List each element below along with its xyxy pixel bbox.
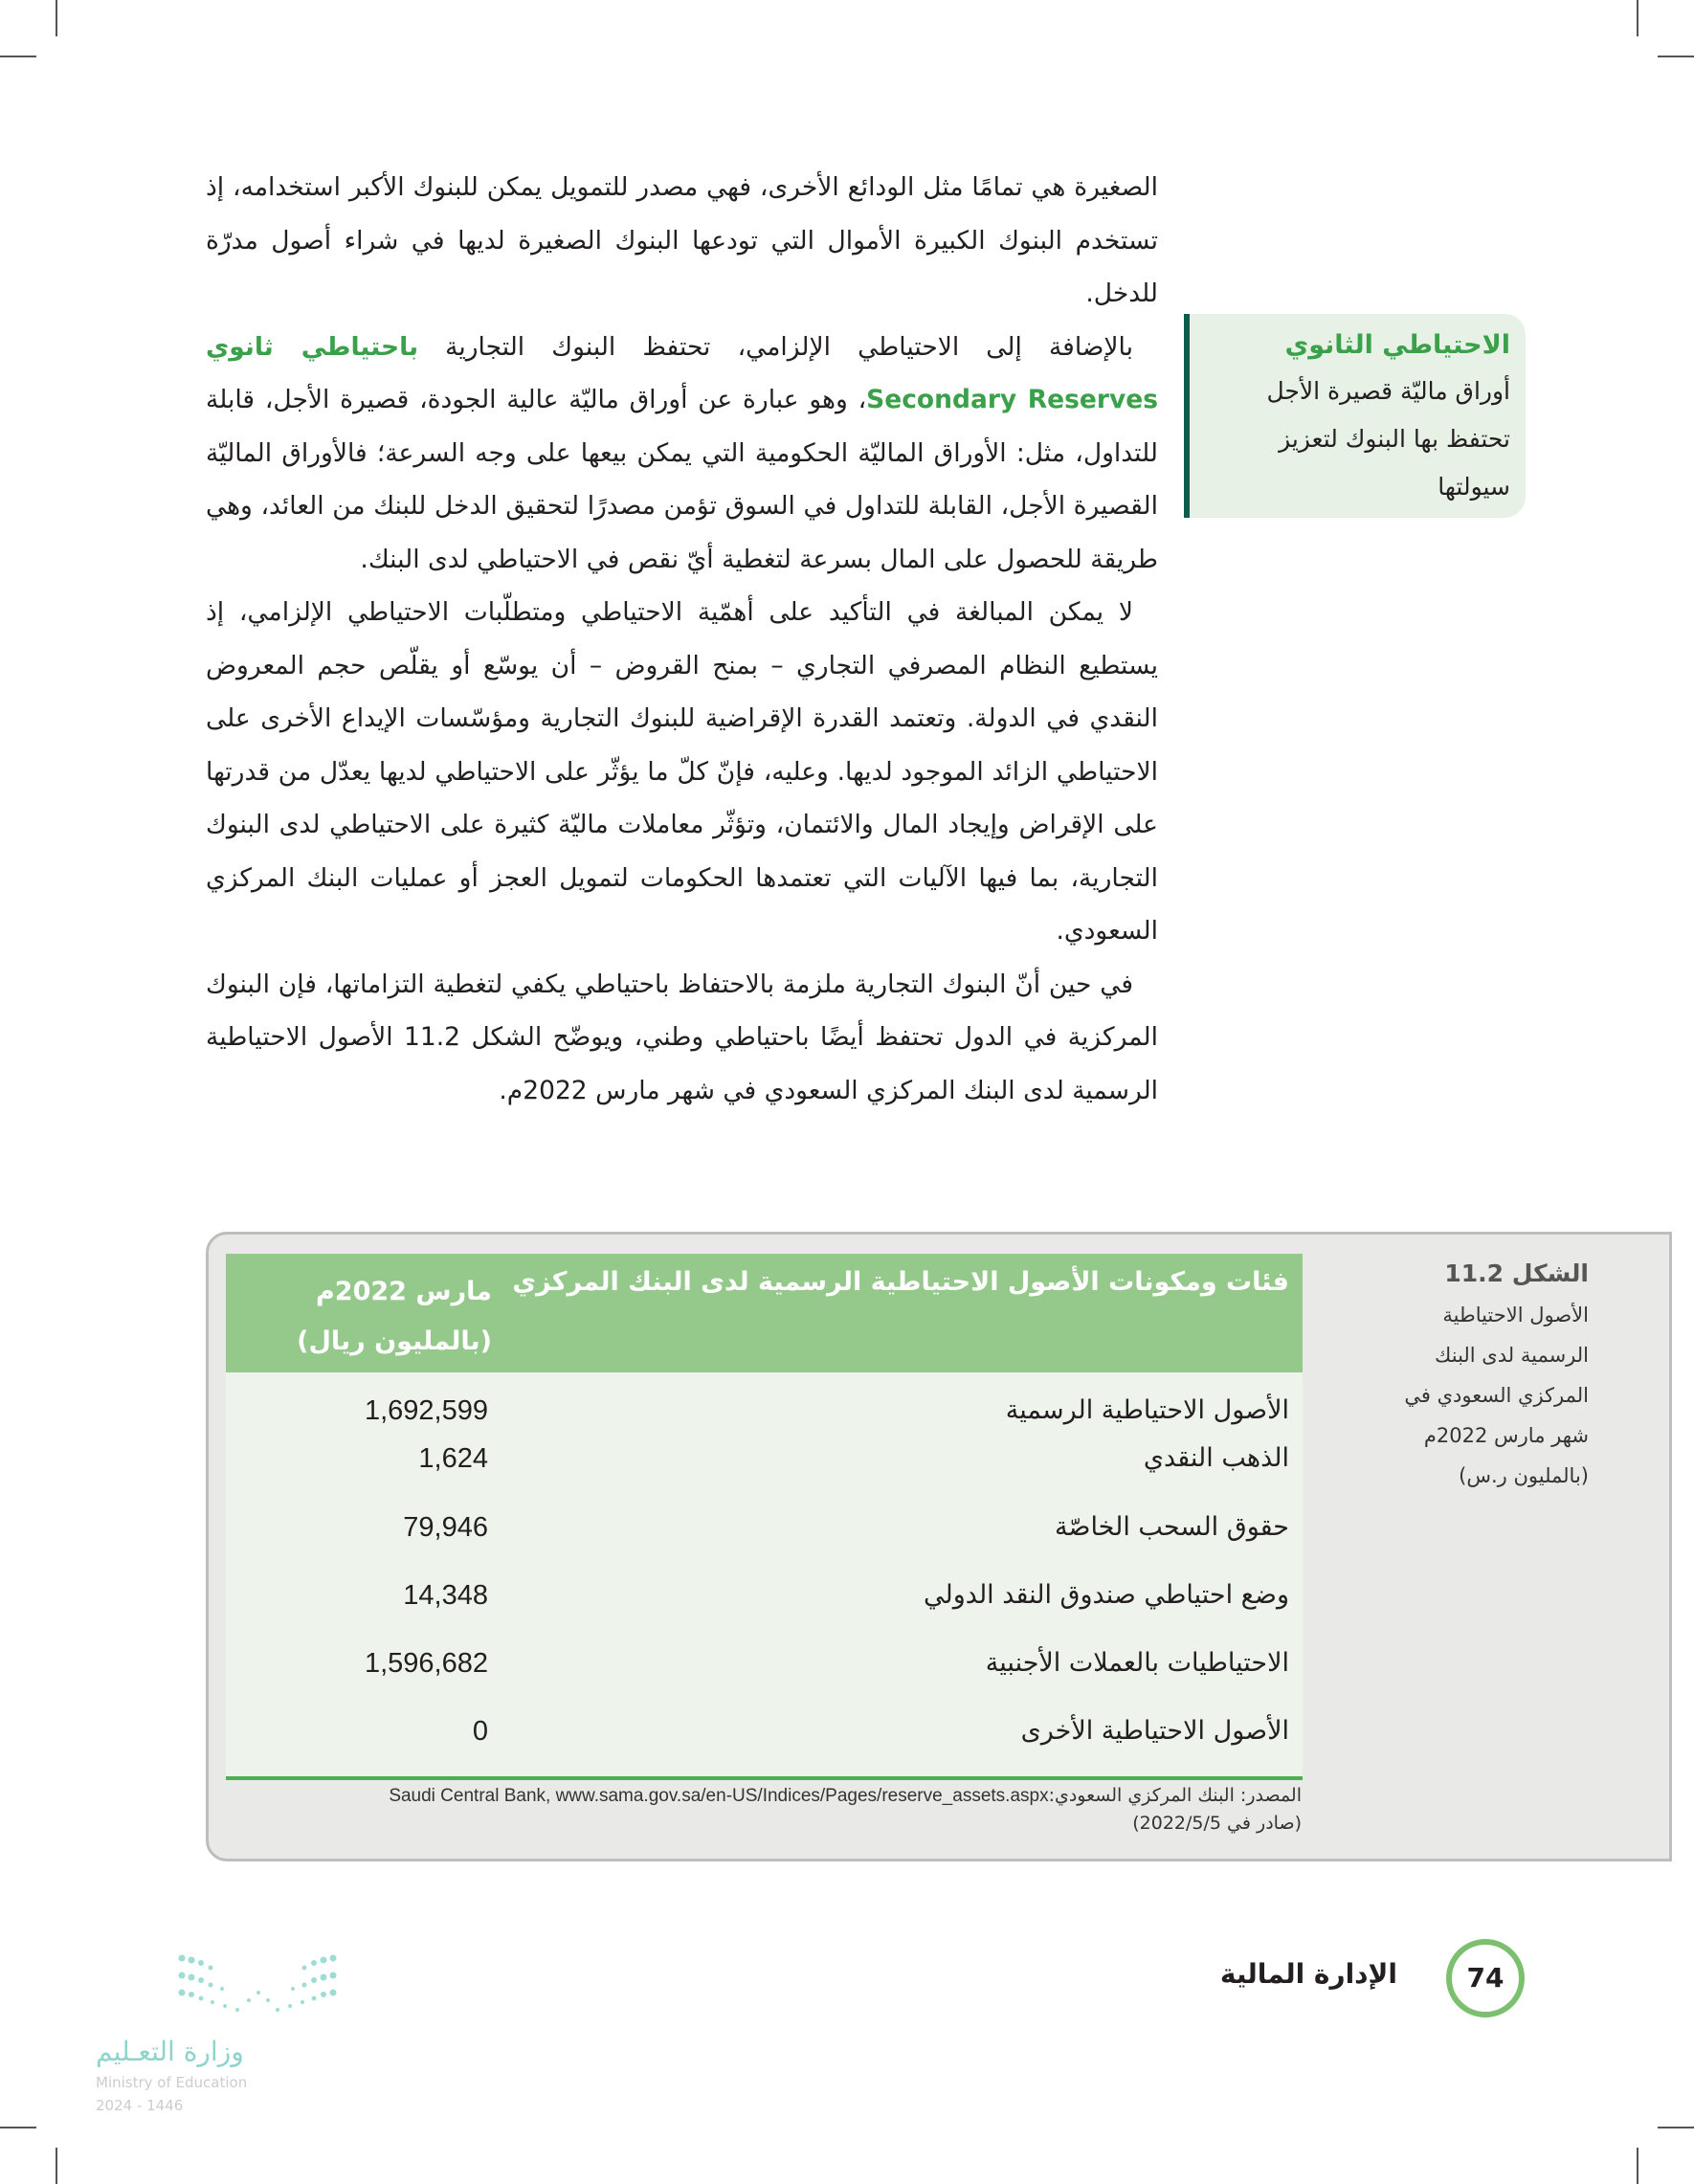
row-value: 1,624: [418, 1443, 488, 1474]
glossary-term: الاحتياطي الثانوي: [1284, 330, 1510, 360]
crop-mark: [1637, 0, 1638, 36]
header-value-unit: (بالمليون ريال): [297, 1326, 492, 1356]
crop-mark: [1658, 2127, 1694, 2128]
paragraph: في حين أنّ البنوك التجارية ملزمة بالاحتفاظ باحتياطي يكفي لتغطية التزاماتها، فإن البنوك المركزية في الدول تحتفظ أيضًا باحتياطي وطني، ويوضّح الشكل 11.2 الأصول الاحتياطية الرسمية لدى البنك المركزي السعودي في شهر مارس 2022م.: [206, 969, 1158, 1105]
row-label: الاحتياطيات بالعملات الأجنبية: [985, 1648, 1289, 1678]
body-text: [206, 161, 1158, 1117]
crop-mark: [1637, 2148, 1638, 2184]
ministry-year: 2024 - 1446: [96, 2097, 184, 2114]
source-citation: Saudi Central Bank, www.sama.gov.sa/en-US/Indices/Pages/reserve_assets.aspx: [389, 1786, 1049, 1806]
row-label: حقوق السحب الخاصّة: [1055, 1512, 1289, 1542]
table-row: [226, 1716, 1303, 1758]
row-value: 14,348: [403, 1580, 488, 1611]
header-value: [291, 1267, 492, 1367]
paragraph: [206, 321, 1158, 587]
table-row: [226, 1395, 1303, 1437]
crop-mark: [56, 2148, 57, 2184]
glossary-definition-line: تحتفظ بها البنوك لتعزيز: [1279, 425, 1510, 453]
row-label: الذهب النقدي: [1143, 1443, 1289, 1473]
header-category: فئات ومكونات الأصول الاحتياطية الرسمية لدى البنك المركزي: [512, 1267, 1289, 1297]
source-label: المصدر: البنك المركزي السعودي:: [1048, 1785, 1302, 1806]
crop-mark: [0, 2127, 36, 2128]
row-label: وضع احتياطي صندوق النقد الدولي: [924, 1580, 1289, 1610]
crop-mark: [56, 0, 57, 36]
table-header: [226, 1254, 1303, 1372]
crop-mark: [1658, 56, 1694, 57]
figure-caption: [1397, 1254, 1589, 1496]
figure-source: [354, 1782, 1302, 1837]
ministry-name-ar: وزارة التعـليم: [96, 2036, 244, 2067]
paragraph: لا يمكن المبالغة في التأكيد على أهمّية الاحتياطي ومتطلّبات الاحتياطي الإلزامي، إذ يستطيع النظام المصرفي التجاري – بمنح القروض – أن يوسّع أو يقلّص حجم المعروض النقدي في الدولة. وتعتمد القدرة الإقراضية للبنوك التجارية ومؤسّسات الإيداع الأخرى على الاحتياطي الزائد الموجود لديها. وعليه، فإنّ كلّ ما يؤثّر على الاحتياطي لديها يعدّل من قدرتها على الإقراض وإيجاد المال والائتمان، وتؤثّر معاملات ماليّة كثيرة على الاحتياطي لدى البنوك التجارية، بما فيها الآليات التي تعتمدها الحكومات لتمويل العجز أو عمليات البنك المركزي السعودي.: [206, 597, 1158, 946]
row-value: 79,946: [403, 1512, 488, 1543]
figure-caption-text: الأصول الاحتياطية الرسمية لدى البنك المركزي السعودي في شهر مارس 2022م (بالمليون ر.س): [1404, 1304, 1589, 1487]
glossary-sidebar: [1184, 314, 1526, 518]
glossary-definition-line: سيولتها: [1438, 473, 1510, 501]
paragraph-text: ، وهو عبارة عن أوراق ماليّة عالية الجودة، قصيرة الأجل، قابلة للتداول، مثل: الأوراق الماليّة الحكومية التي يمكن بيعها على وجه السرعة؛ فالأوراق الماليّة القصيرة الأجل، القابلة للتداول في السوق تؤمن مصدرًا لتحقيق الدخل للبنك من العائد، وهي طريقة للحصول على المال بسرعة لتغطية أيّ نقص في الاحتياطي لدى البنك.: [206, 385, 1158, 574]
figure-label: الشكل 11.2: [1444, 1259, 1589, 1287]
page-number: 74: [1446, 1939, 1525, 2017]
row-value: 1,596,682: [364, 1648, 488, 1679]
source-date: (صادر في 2022/5/5): [1132, 1813, 1302, 1834]
key-term: باحتياطي ثانوي Secondary Reserves: [206, 331, 1158, 414]
table-row: [226, 1443, 1303, 1485]
row-label: الأصول الاحتياطية الأخرى: [1020, 1716, 1289, 1746]
table-row: [226, 1648, 1303, 1690]
row-value: 1,692,599: [364, 1395, 488, 1426]
reserve-assets-table: [226, 1254, 1303, 1780]
row-value: 0: [472, 1716, 488, 1747]
glossary-definition-line: أوراق ماليّة قصيرة الأجل: [1266, 377, 1510, 405]
ministry-logo: [96, 1950, 345, 2117]
row-label: الأصول الاحتياطية الرسمية: [1005, 1395, 1289, 1425]
crop-mark: [0, 56, 36, 57]
ministry-name-en: Ministry of Education: [96, 2074, 248, 2091]
table-row: [226, 1512, 1303, 1554]
paragraph-text: بالإضافة إلى الاحتياطي الإلزامي، تحتفظ البنوك التجارية: [418, 331, 1133, 362]
ministry-logo-dots-icon: [172, 1950, 345, 2017]
paragraph: الصغيرة هي تمامًا مثل الودائع الأخرى، فهي مصدر للتمويل يمكن للبنوك الأكبر استخدامه، إذ تستخدم البنوك الكبيرة الأموال التي تودعها البنوك الصغيرة لديها في شراء أصول مدرّة للدخل.: [206, 172, 1158, 308]
header-value-date: مارس 2022م: [315, 1277, 492, 1306]
book-title: الإدارة المالية: [1219, 1958, 1397, 1990]
table-row: [226, 1580, 1303, 1622]
